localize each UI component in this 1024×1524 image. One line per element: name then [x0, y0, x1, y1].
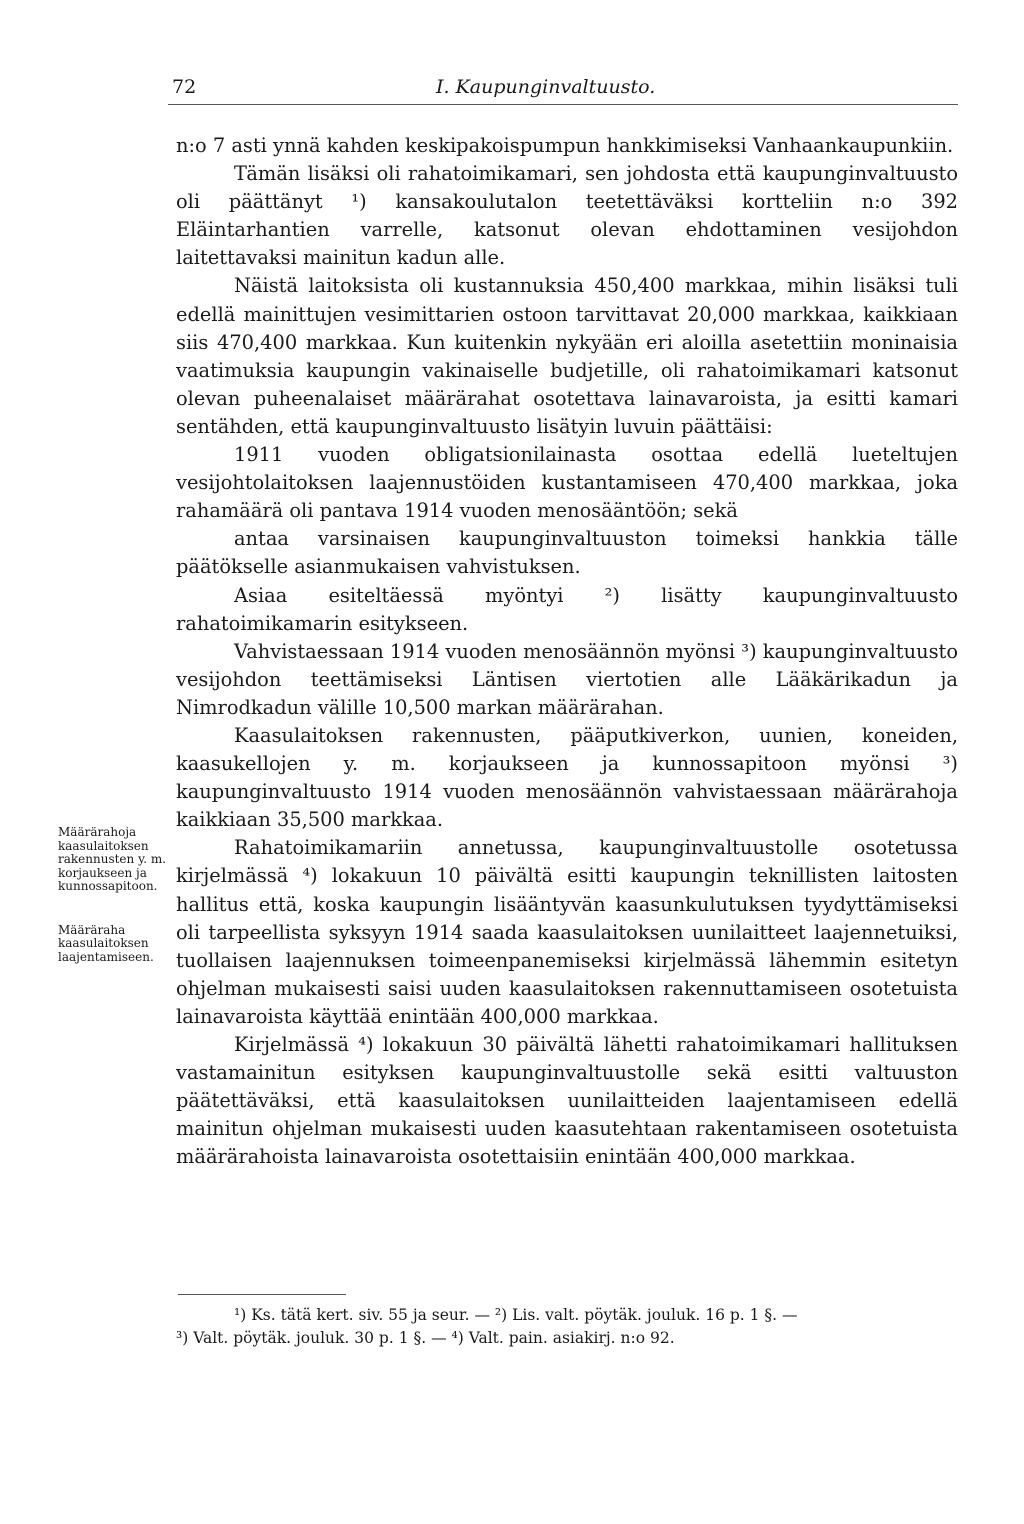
running-title: I. Kaupunginvaltuusto. — [436, 76, 656, 98]
margin-notes — [58, 826, 170, 994]
proposal-item: 1911 vuoden obligatsionilainasta osottaa edellä lueteltujen vesijohtolaitoksen laajennustöiden kustantamiseen 470,400 markkaa, joka rahamäärä oli pantava 1914 vuoden menosääntöön; sekä — [176, 443, 958, 523]
paragraph: Kirjelmässä ⁴) lokakuun 30 päivältä lähetti rahatoimikamari hallituksen vastamainitun esityksen kaupunginvaltuustolle sekä esitti valtuuston päätettäväksi, että kaasulaitoksen uunilaitteiden laajentamiseen edellä mainitun ohjelman mukaisesti uuden kaasutehtaan rakentamiseen osotetuista määrärahoista lainavaroista osotettaisiin enintään 400,000 markkaa. — [176, 1033, 958, 1169]
footnote-line: ³) Valt. pöytäk. jouluk. 30 p. 1 §. — ⁴) Valt. pain. asiakirj. n:o 92. — [176, 1329, 675, 1347]
paragraph: Rahatoimikamariin annetussa, kaupunginvaltuustolle osotetussa kirjelmässä ⁴) lokakuun 10 päivältä esitti kaupungin teknillisten laitosten hallitus että, koska kaupungin lisääntyvän kaasunkulutuksen tyydyttämiseksi oli tarpeellista syksyyn 1914 saada kaasulaitoksen uunilaitteet laajennetuiksi, tuollaisen laajennuksen toimeenpanemiseksi kirjelmässä lähemmin esitetyn ohjelman mukaisesti saisi uuden kaasulaitoksen rakennuttamiseen osotetuista lainavaroista käyttää enintään 400,000 markkaa. — [176, 836, 958, 1028]
running-header — [168, 76, 958, 105]
paragraph: Kaasulaitoksen rakennusten, pääputkiverkon, uunien, koneiden, kaasukellojen y. m. korjaukseen ja kunnossapitoon myönsi ³) kaupunginvaltuusto 1914 vuoden menosäännön vahvistaessaan määrärahoja kaikkiaan 35,500 markkaa. — [176, 723, 958, 832]
paragraph: Näistä laitoksista oli kustannuksia 450,400 markkaa, mihin lisäksi tuli edellä mainittujen vesimittarien ostoon tarvittavat 20,000 markkaa, kaikkiaan siis 470,400 markkaa. Kun kuitenkin nykyään eri aloilla asetettiin moninaisia vaatimuksia kaupungin vakinaiselle budjetille, oli rahatoimikamari katsonut olevan puheenalaiset määrärahat osotettava lainavaroista, ja esitti kamari sentähden, että kaupunginvaltuusto lisätyin luvuin päättäisi: — [176, 274, 958, 438]
paragraph: Tämän lisäksi oli rahatoimikamari, sen johdosta että kaupunginvaltuusto oli päättänyt ¹) kansakoulutalon teetettäväksi kortteliin n:o 392 Eläintarhantien varrelle, katsonut olevan ehdottaminen vesijohdon laitettavaksi mainitun kadun alle. — [176, 162, 958, 270]
paragraph: Vahvistaessaan 1914 vuoden menosäännön myönsi ³) kaupunginvaltuusto vesijohdon teettämiseksi Läntisen viertotien alle Lääkärikadun ja Nimrodkadun välille 10,500 markan määrärahan. — [176, 639, 958, 719]
footnote-divider — [178, 1294, 346, 1295]
page-number: 72 — [172, 76, 197, 98]
footnote-line: ¹) Ks. tätä kert. siv. 55 ja seur. — ²) Lis. valt. pöytäk. jouluk. 16 p. 1 §. — — [234, 1306, 798, 1324]
margin-note: Määräraha kaasulaitoksen laajentamiseen. — [58, 922, 154, 964]
proposal-item: antaa varsinaisen kaupunginvaltuuston toimeksi hankkia tälle päätökselle asianmukaisen vahvistuksen. — [176, 527, 958, 579]
footnotes — [176, 1304, 958, 1350]
margin-note: Määrärahoja kaasulaitoksen rakennusten y. m. korjaukseen ja kunnossapitoon. — [58, 825, 167, 893]
body-text — [176, 132, 958, 1171]
paragraph-continuation: n:o 7 asti ynnä kahden keskipakoispumpun hankkimiseksi Vanhaankaupunkiin. — [176, 134, 954, 157]
paragraph: Asiaa esiteltäessä myöntyi ²) lisätty kaupunginvaltuusto rahatoimikamarin esitykseen. — [176, 583, 958, 635]
